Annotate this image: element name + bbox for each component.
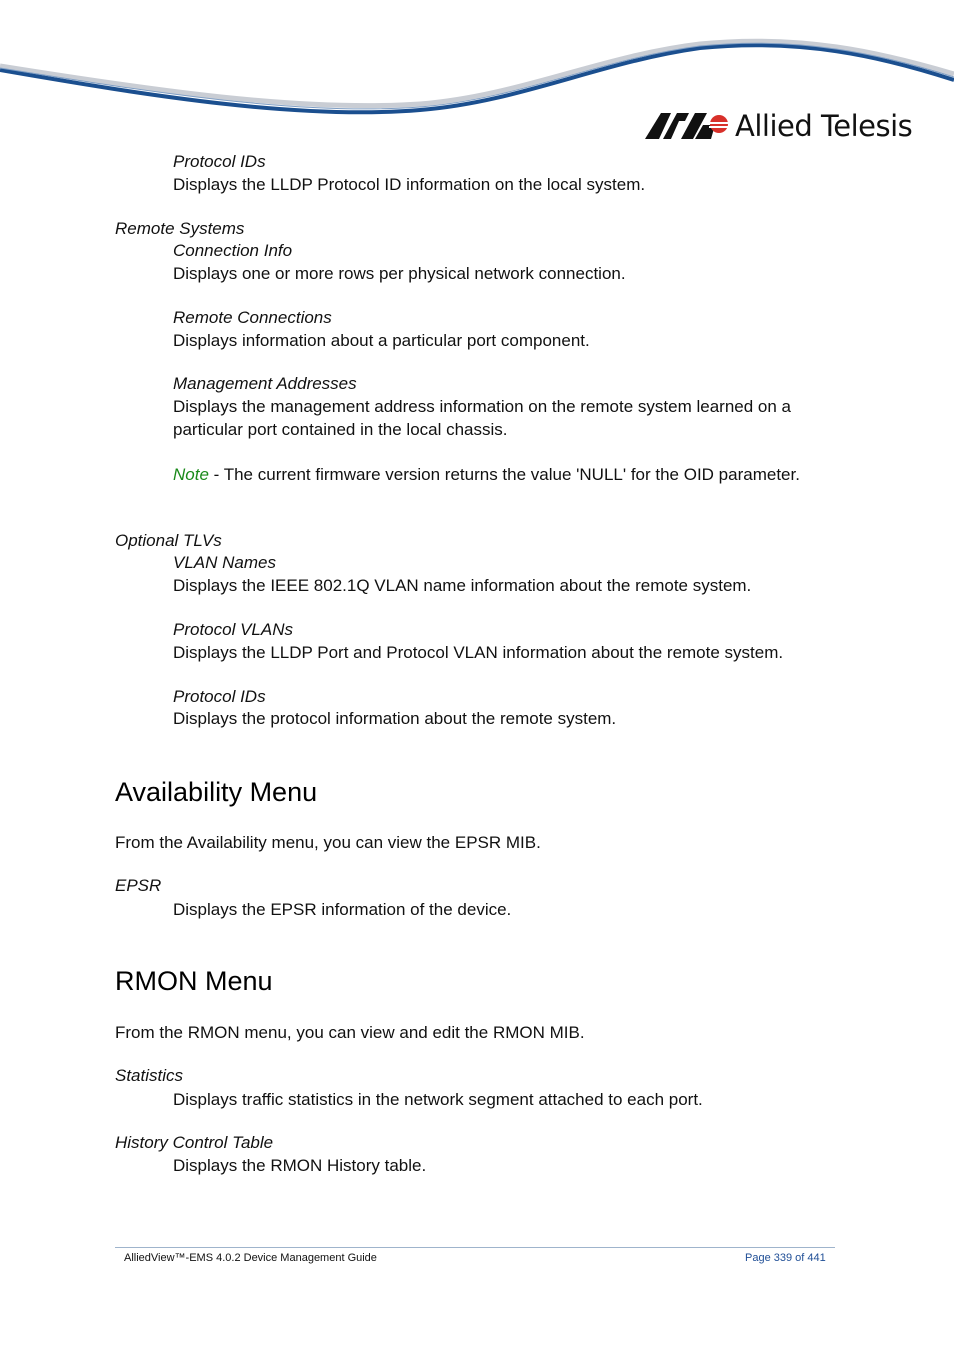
remote-connections-title: Remote Connections: [173, 308, 332, 327]
logo-mark-icon: [645, 113, 729, 139]
wave-light-band: [0, 41, 954, 106]
statistics-title: Statistics: [115, 1066, 184, 1085]
epsr-title: EPSR: [115, 876, 162, 895]
note-label: Note: [173, 465, 209, 484]
logo-text: Allied Telesis: [735, 109, 913, 143]
management-addresses-desc: Displays the management address information on the remote system learned on a particular port contained in the local chassis.: [173, 397, 791, 439]
allied-telesis-logo: [645, 108, 912, 144]
remote-protocol-ids-title: Protocol IDs: [173, 687, 266, 706]
rmon-intro: From the RMON menu, you can view and edit the RMON MIB.: [115, 1023, 585, 1042]
rmon-heading: RMON Menu: [115, 966, 273, 996]
wave-dark-band: [0, 45, 954, 112]
history-control-desc: Displays the RMON History table.: [173, 1156, 427, 1175]
epsr-desc: Displays the EPSR information of the device.: [173, 900, 512, 919]
remote-systems-title: Remote Systems: [115, 219, 245, 238]
note-paragraph: [173, 463, 833, 486]
connection-info-title: Connection Info: [173, 241, 293, 260]
protocol-ids-desc: Displays the LLDP Protocol ID information on the local system.: [173, 175, 646, 194]
vlan-names-title: VLAN Names: [173, 553, 276, 572]
optional-tlvs-title: Optional TLVs: [115, 531, 222, 550]
footer-page-number: Page 339 of 441: [745, 1252, 826, 1264]
remote-protocol-ids-desc: Displays the protocol information about the remote system.: [173, 709, 617, 728]
protocol-ids-title: Protocol IDs: [173, 152, 266, 171]
protocol-vlans-desc: Displays the LLDP Port and Protocol VLAN information about the remote system.: [173, 643, 784, 662]
footer-divider: [115, 1247, 835, 1248]
protocol-vlans-title: Protocol VLANs: [173, 620, 293, 639]
availability-heading: Availability Menu: [115, 777, 318, 807]
statistics-desc: Displays traffic statistics in the network segment attached to each port.: [173, 1090, 703, 1109]
footer-guide-title: AlliedView™-EMS 4.0.2 Device Management Guide: [124, 1252, 377, 1264]
management-addresses-title: Management Addresses: [173, 374, 357, 393]
availability-intro: From the Availability menu, you can view the EPSR MIB.: [115, 833, 541, 852]
vlan-names-desc: Displays the IEEE 802.1Q VLAN name information about the remote system.: [173, 576, 752, 595]
history-control-title: History Control Table: [115, 1133, 274, 1152]
note-text: - The current firmware version returns the value 'NULL' for the OID parameter.: [208, 465, 800, 484]
remote-connections-desc: Displays information about a particular port component.: [173, 331, 590, 350]
wave-thin-line: [0, 43, 954, 109]
connection-info-desc: Displays one or more rows per physical network connection.: [173, 264, 626, 283]
